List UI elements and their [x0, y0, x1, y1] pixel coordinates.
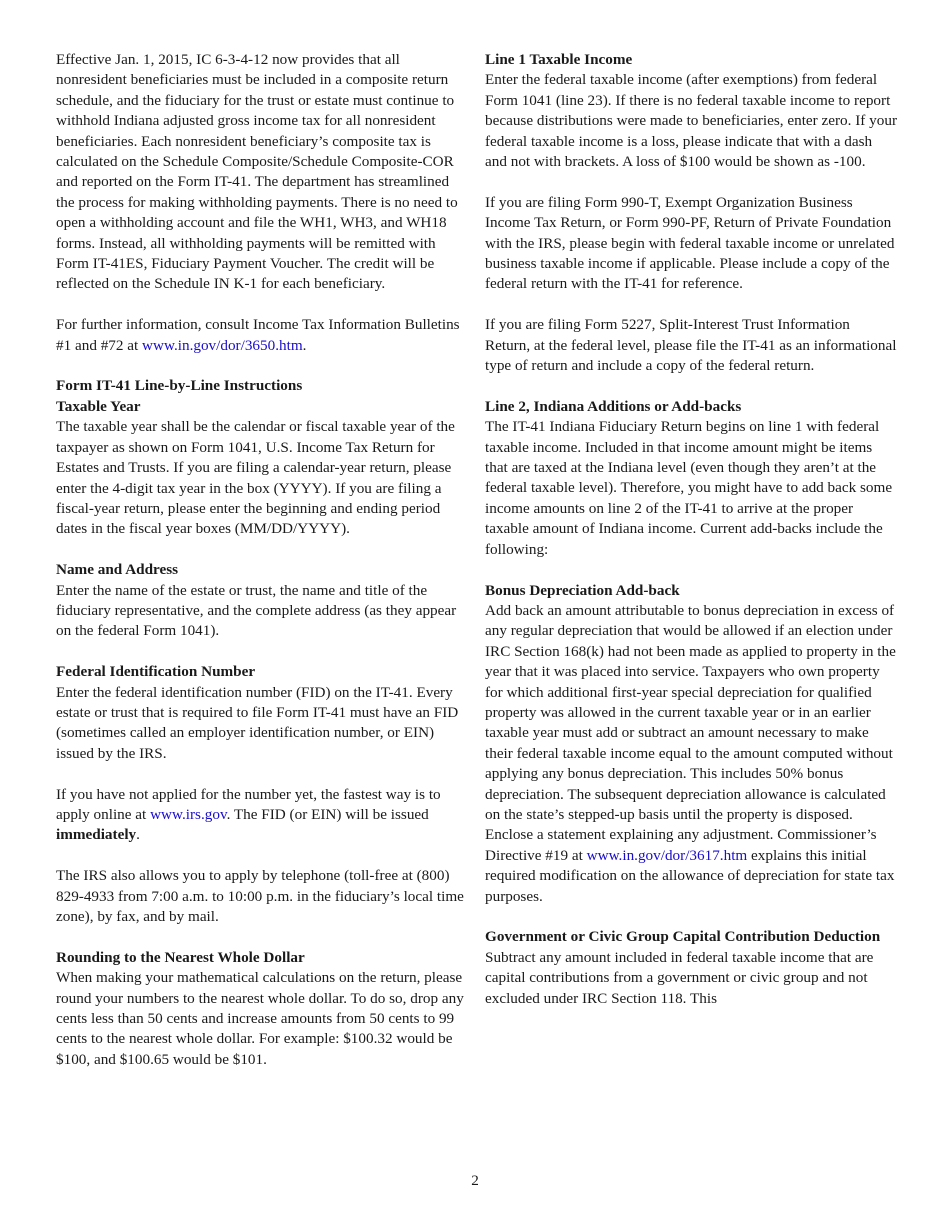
apply-text: If you have not applied for the number yet, the fastest way is to apply online at [56, 785, 441, 823]
apply-bold: immediately [56, 826, 137, 844]
line1-text: Enter the federal taxable income (after exemptions) from federal Form 1041 (line 23). If there is no federal taxable income to report because distributions were made to beneficiaries, enter zero. If your federal taxable income is a loss, please indicate that with a dash and not with brackets. A loss of $100 would be shown as -100. [485, 71, 897, 171]
bonus-end: explains this initial required modification on the allowance of depreciation for state tax purposes. [485, 846, 895, 905]
page-number: 2 [471, 1172, 479, 1189]
further-info-end: . [302, 336, 307, 354]
taxable-year-section [56, 376, 468, 539]
rounding-section [56, 948, 468, 1070]
fid-section [56, 662, 468, 764]
apply-mid: . The FID (or EIN) will be issued [226, 805, 429, 823]
name-address-section [56, 560, 468, 642]
line2-section [485, 397, 897, 560]
fid-text: Enter the federal identification number (FID) on the IT-41. Every estate or trust that is required to file Form IT-41 must have an FID (sometimes called an employer identification number, or EIN) issued by the IRS. [56, 683, 459, 762]
gov-section [485, 927, 897, 1009]
bonus-heading: Bonus Depreciation Add-back [485, 581, 680, 599]
directive-link[interactable]: www.in.gov/dor/3617.htm [586, 846, 748, 864]
taxable-year-text: The taxable year shall be the calendar or fiscal taxable year of the taxpayer as shown on Form 1041, U.S. Income Tax Return for Estates and Trusts. If you are filing a calendar-year return, please enter the 4-digit tax year in the box (YYYY). If you are filing a fiscal-year return, please enter the beginning and ending period dates in the fiscal year boxes (MM/DD/YYYY). [56, 418, 455, 538]
irs-link[interactable]: www.irs.gov [150, 805, 227, 823]
left-column [56, 50, 468, 1091]
rounding-heading: Rounding to the Nearest Whole Dollar [56, 948, 305, 966]
further-info-text: For further information, consult Income Tax Information Bulletins #1 and #72 at [56, 316, 460, 354]
form990-paragraph: If you are filing Form 990-T, Exempt Organization Business Income Tax Return, or Form 990-PF, Return of Private Foundation with the IRS, please begin with federal taxable income or unrelated business taxable income if applicable. Please include a copy of the federal return with the IT-41 for reference. [485, 193, 895, 293]
gov-heading: Government or Civic Group Capital Contribution Deduction [485, 928, 881, 946]
instructions-heading: Form IT-41 Line-by-Line Instructions [56, 377, 303, 395]
line2-heading: Line 2, Indiana Additions or Add-backs [485, 397, 742, 415]
taxable-year-heading: Taxable Year [56, 397, 141, 415]
bulletins-link[interactable]: www.in.gov/dor/3650.htm [142, 336, 303, 354]
fid-heading: Federal Identification Number [56, 663, 256, 681]
bonus-section [485, 581, 897, 908]
right-column [485, 50, 897, 1029]
name-address-heading: Name and Address [56, 561, 179, 579]
line1-heading: Line 1 Taxable Income [485, 51, 633, 68]
rounding-text: When making your mathematical calculations on the return, please round your numbers to the nearest whole dollar. To do so, drop any cents less than 50 cents and increase amounts from 50 cents to 99 cents to the nearest whole dollar. For example: $100.32 would be $100, and $100.65 would be $101. [56, 969, 464, 1068]
line1-section [485, 50, 897, 172]
bonus-text: Add back an amount attributable to bonus depreciation in excess of any regular depreciation that would be allowed if an election under IRC Section 168(k) had not been made as applied to property in the year that it was placed into service. Taxpayers who own property for which additional first-year special depreciation for qualified property was allowed in the current taxable year or in an earlier taxable year must add or subtract an amount necessary to make their federal taxable income equal to the amount computed without applying any bonus depreciation. This includes 50% bonus depreciation. The subsequent depreciation allowance is calculated on the state’s stepped-up basis until the property is disposed. Enclose a statement explaining any adjustment. Commissioner’s Directive #19 at [485, 601, 896, 864]
apply-paragraph [56, 785, 468, 846]
composite-paragraph: Effective Jan. 1, 2015, IC 6-3-4-12 now provides that all nonresident beneficiaries must be included in a composite return schedule, and the fiduciary for the trust or estate must continue to withhold Indiana adjusted gross income tax for all nonresident beneficiaries. Each nonresident beneficiary’s composite tax is calculated on the Schedule Composite/Schedule Composite-COR and reported on the Form IT-41. The department has streamlined the process for making withholding payments. There is no need to open a withholding account and file the WH1, WH3, and WH18 forms. Instead, all withholding payments will be remitted with Form IT-41ES, Fiduciary Payment Voucher. The credit will be reflected on the Schedule IN K-1 for each beneficiary. [56, 51, 458, 293]
name-address-text: Enter the name of the estate or trust, the name and title of the fiduciary representative, and the complete address (as they appear on the federal Form 1041). [56, 581, 457, 640]
form5227-paragraph: If you are filing Form 5227, Split-Interest Trust Information Return, at the federal level, please file the IT-41 as an informational type of return and include a copy of the federal return. [485, 316, 897, 375]
further-info-paragraph [56, 315, 468, 356]
irs-phone-paragraph: The IRS also allows you to apply by telephone (toll-free at (800) 829-4933 from 7:00 a.m. to 10:00 p.m. in the fiduciary’s local time zone), by fax, and by mail. [56, 867, 464, 925]
line2-text: The IT-41 Indiana Fiduciary Return begins on line 1 with federal taxable income. Included in that income amount might be items that are taxed at the Indiana level (even though they aren’t at the federal taxable level). Therefore, you might have to add back some income amounts on line 2 of the IT-41 to arrive at the proper taxable amount of Indiana income. Current add-backs include the following: [485, 418, 893, 558]
gov-text: Subtract any amount included in federal taxable income that are capital contributions from a government or civic group and not excluded under IRC Section 118. This [485, 948, 874, 1007]
apply-end: . [136, 826, 140, 844]
